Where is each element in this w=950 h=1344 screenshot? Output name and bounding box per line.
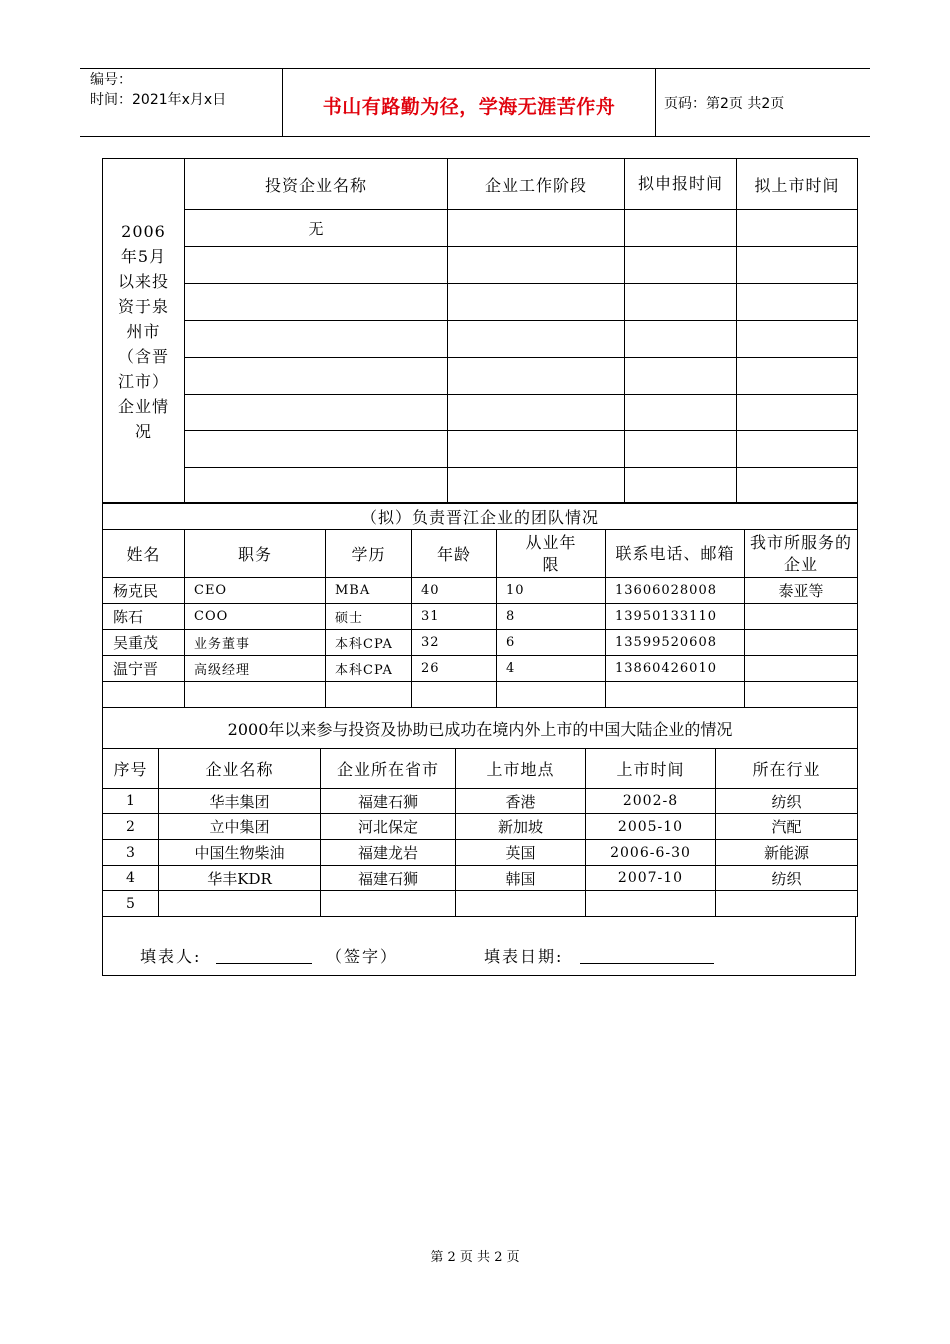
name-cell: 陈石	[103, 604, 185, 630]
listing-place-cell: 新加坡	[456, 814, 586, 840]
index-cell: 2	[103, 814, 159, 840]
table-row	[103, 210, 858, 247]
education-cell: MBA	[326, 578, 412, 604]
filing-cell	[625, 468, 737, 504]
header-province-city: 企业所在省市	[321, 749, 456, 789]
age-cell: 40	[412, 578, 497, 604]
filing-cell	[625, 210, 737, 247]
province-city-cell	[321, 891, 456, 917]
position-cell: CEO	[185, 578, 326, 604]
listed-table-title: 2000年以来参与投资及协助已成功在境内外上市的中国大陆企业的情况	[103, 708, 858, 749]
years-cell	[497, 682, 606, 708]
table-row	[103, 866, 858, 891]
filing-cell	[625, 321, 737, 358]
date-field[interactable]	[580, 963, 714, 964]
stage-cell	[448, 395, 625, 431]
team-table-title: （拟）负责晋江企业的团队情况	[103, 503, 858, 530]
served-companies-cell: 泰亚等	[745, 578, 858, 604]
company-cell: 中国生物柴油	[159, 840, 321, 866]
table-row	[103, 604, 858, 630]
company-name-cell	[185, 468, 448, 504]
position-cell	[185, 682, 326, 708]
header-motto: 书山有路勤为径，学海无涯苦作舟	[322, 96, 616, 118]
listing-cell	[737, 247, 858, 284]
served-companies-cell	[745, 656, 858, 682]
header-work-stage: 企业工作阶段	[448, 159, 625, 210]
table-row	[103, 656, 858, 682]
name-cell: 温宁晋	[103, 656, 185, 682]
contact-cell: 13606028008	[606, 578, 745, 604]
table-row	[103, 789, 858, 814]
signature-section	[102, 916, 856, 976]
company-name-cell: 无	[185, 210, 448, 247]
stage-cell	[448, 247, 625, 284]
stage-cell	[448, 321, 625, 358]
header-years: 从业年限	[497, 530, 606, 578]
listing-place-cell: 香港	[456, 789, 586, 814]
position-cell: 高级经理	[185, 656, 326, 682]
header-name: 姓名	[103, 530, 185, 578]
header-divider-2	[655, 68, 656, 136]
listing-date-cell: 2007-10	[586, 866, 716, 891]
education-cell: 本科CPA	[326, 656, 412, 682]
header-age: 年龄	[412, 530, 497, 578]
stage-cell	[448, 210, 625, 247]
served-companies-cell	[745, 604, 858, 630]
company-cell	[159, 891, 321, 917]
contact-cell: 13950133110	[606, 604, 745, 630]
index-cell: 1	[103, 789, 159, 814]
header-contact: 联系电话、邮箱	[606, 530, 745, 578]
header-filing-time: 拟申报时间	[625, 159, 737, 210]
contact-cell	[606, 682, 745, 708]
company-cell: 华丰集团	[159, 789, 321, 814]
listing-date-cell: 2002-8	[586, 789, 716, 814]
company-cell: 华丰KDR	[159, 866, 321, 891]
listing-date-cell: 2005-10	[586, 814, 716, 840]
listing-cell	[737, 284, 858, 321]
header-page-number: 页码：第2页 共2页	[664, 96, 785, 112]
index-cell: 3	[103, 840, 159, 866]
served-companies-cell	[745, 630, 858, 656]
listing-cell	[737, 210, 858, 247]
years-cell: 6	[497, 630, 606, 656]
age-cell: 26	[412, 656, 497, 682]
age-cell	[412, 682, 497, 708]
years-cell: 8	[497, 604, 606, 630]
header-info	[90, 70, 226, 110]
header-industry: 所在行业	[716, 749, 858, 789]
listing-place-cell	[456, 891, 586, 917]
table-row	[103, 468, 858, 504]
age-cell: 31	[412, 604, 497, 630]
company-name-cell	[185, 431, 448, 468]
filing-cell	[625, 284, 737, 321]
filing-cell	[625, 247, 737, 284]
province-city-cell: 河北保定	[321, 814, 456, 840]
table-row	[103, 321, 858, 358]
page-footer: 第 2 页 共 2 页	[430, 1250, 520, 1265]
filler-label: 填表人:	[140, 947, 202, 966]
served-companies-cell	[745, 682, 858, 708]
listing-date-cell	[586, 891, 716, 917]
header-listing-time: 拟上市时间	[737, 159, 858, 210]
listing-date-cell: 2006-6-30	[586, 840, 716, 866]
education-cell: 本科CPA	[326, 630, 412, 656]
listing-cell	[737, 321, 858, 358]
industry-cell: 新能源	[716, 840, 858, 866]
header-listing-place: 上市地点	[456, 749, 586, 789]
header-education: 学历	[326, 530, 412, 578]
stage-cell	[448, 358, 625, 395]
education-cell: 硕士	[326, 604, 412, 630]
industry-cell: 汽配	[716, 814, 858, 840]
header-company-name: 投资企业名称	[185, 159, 448, 210]
table-row	[103, 682, 858, 708]
filing-cell	[625, 431, 737, 468]
listing-cell	[737, 431, 858, 468]
investment-side-label: 2006年5月以来投资于泉州市（含晋江市）企业情况	[103, 159, 185, 504]
header-listing-date: 上市时间	[586, 749, 716, 789]
stage-cell	[448, 284, 625, 321]
header-served-companies: 我市所服务的企业	[745, 530, 858, 578]
listed-companies-table	[102, 707, 858, 917]
company-cell: 立中集团	[159, 814, 321, 840]
position-cell: COO	[185, 604, 326, 630]
header-time: 时间：2021年x月x日	[90, 92, 227, 108]
name-cell	[103, 682, 185, 708]
stage-cell	[448, 468, 625, 504]
company-name-cell	[185, 358, 448, 395]
table-row	[103, 247, 858, 284]
index-cell: 4	[103, 866, 159, 891]
years-cell: 4	[497, 656, 606, 682]
filing-cell	[625, 395, 737, 431]
table-row	[103, 431, 858, 468]
province-city-cell: 福建石狮	[321, 866, 456, 891]
listing-cell	[737, 468, 858, 504]
stage-cell	[448, 431, 625, 468]
table-row	[103, 358, 858, 395]
filing-cell	[625, 358, 737, 395]
header-index: 序号	[103, 749, 159, 789]
company-name-cell	[185, 321, 448, 358]
listing-place-cell: 英国	[456, 840, 586, 866]
team-table	[102, 502, 858, 708]
contact-cell: 13599520608	[606, 630, 745, 656]
name-cell: 吴重茂	[103, 630, 185, 656]
date-label: 填表日期:	[484, 947, 564, 966]
table-row	[103, 578, 858, 604]
header-company: 企业名称	[159, 749, 321, 789]
table-row	[103, 630, 858, 656]
listing-cell	[737, 358, 858, 395]
table-row	[103, 814, 858, 840]
industry-cell	[716, 891, 858, 917]
signature-note: （签字）	[326, 947, 399, 966]
company-name-cell	[185, 395, 448, 431]
header-top-rule	[80, 68, 870, 69]
table-row	[103, 891, 858, 917]
company-name-cell	[185, 247, 448, 284]
years-cell: 10	[497, 578, 606, 604]
position-cell: 业务董事	[185, 630, 326, 656]
company-name-cell	[185, 284, 448, 321]
header-position: 职务	[185, 530, 326, 578]
listing-cell	[737, 395, 858, 431]
table-row	[103, 284, 858, 321]
table-row	[103, 840, 858, 866]
listing-place-cell: 韩国	[456, 866, 586, 891]
filler-signature-field[interactable]	[216, 963, 312, 964]
header-number: 编号：	[90, 72, 132, 88]
province-city-cell: 福建石狮	[321, 789, 456, 814]
header-bottom-rule	[80, 136, 870, 137]
contact-cell: 13860426010	[606, 656, 745, 682]
investment-table	[102, 158, 858, 504]
name-cell: 杨克民	[103, 578, 185, 604]
industry-cell: 纺织	[716, 789, 858, 814]
province-city-cell: 福建龙岩	[321, 840, 456, 866]
table-row	[103, 395, 858, 431]
education-cell	[326, 682, 412, 708]
industry-cell: 纺织	[716, 866, 858, 891]
index-cell: 5	[103, 891, 159, 917]
age-cell: 32	[412, 630, 497, 656]
